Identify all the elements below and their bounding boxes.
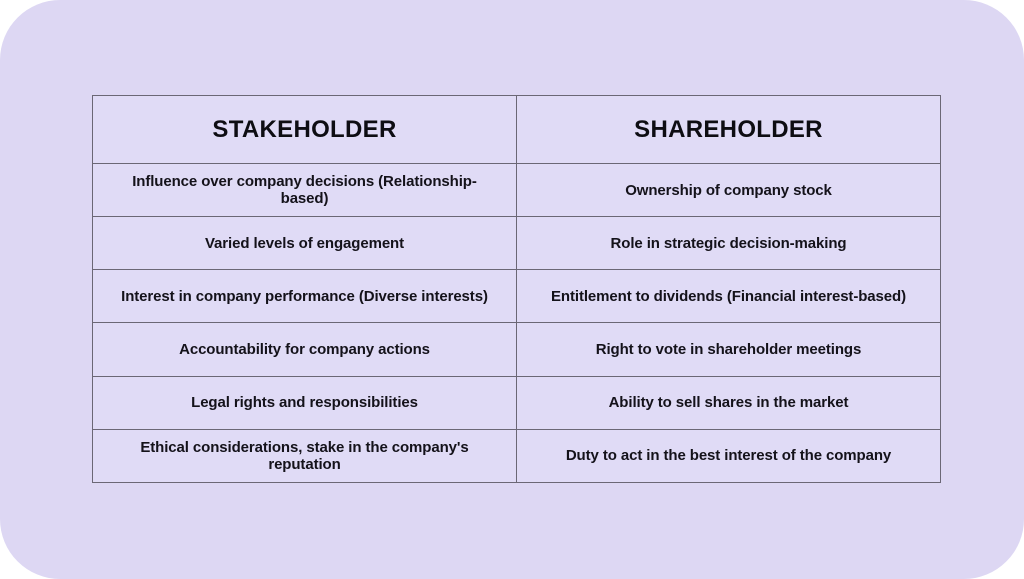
stakeholder-cell: Accountability for company actions (93, 323, 517, 376)
shareholder-cell: Duty to act in the best interest of the company (517, 429, 941, 482)
table-body (93, 164, 941, 483)
shareholder-cell: Role in strategic decision-making (517, 217, 941, 270)
shareholder-cell: Right to vote in shareholder meetings (517, 323, 941, 376)
stakeholder-cell: Legal rights and responsibilities (93, 376, 517, 429)
comparison-table (92, 95, 941, 483)
table-row (93, 323, 941, 376)
stakeholder-cell: Ethical considerations, stake in the company's reputation (93, 429, 517, 482)
table-row (93, 217, 941, 270)
shareholder-cell: Ability to sell shares in the market (517, 376, 941, 429)
table-row (93, 429, 941, 482)
stakeholder-cell: Varied levels of engagement (93, 217, 517, 270)
column-header-shareholder: SHAREHOLDER (517, 96, 941, 164)
table-row (93, 270, 941, 323)
shareholder-cell: Entitlement to dividends (Financial interest-based) (517, 270, 941, 323)
stakeholder-cell: Interest in company performance (Diverse interests) (93, 270, 517, 323)
table-row (93, 376, 941, 429)
stakeholder-cell: Influence over company decisions (Relationship-based) (93, 164, 517, 217)
header-row (93, 96, 941, 164)
column-header-stakeholder: STAKEHOLDER (93, 96, 517, 164)
table-row (93, 164, 941, 217)
shareholder-cell: Ownership of company stock (517, 164, 941, 217)
table-header (93, 96, 941, 164)
